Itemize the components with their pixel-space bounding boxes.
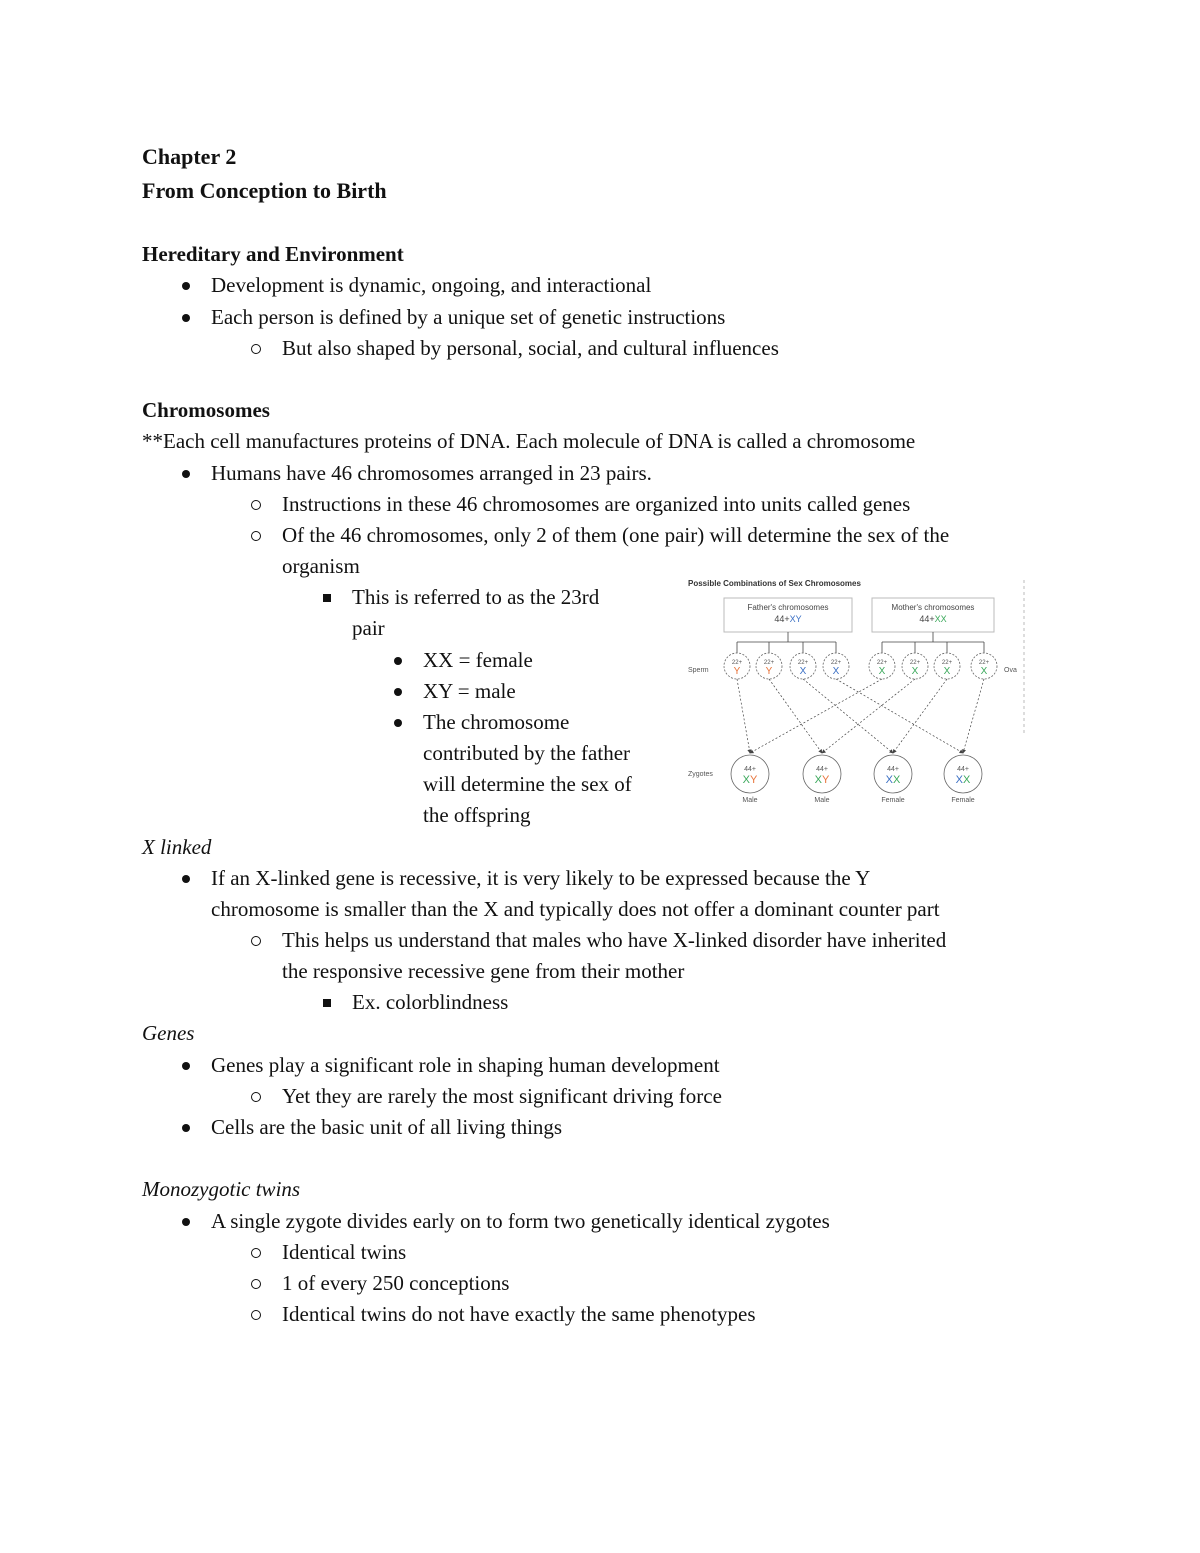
sperm-sex-1: Y [765, 666, 773, 677]
father-base: 44+ [774, 614, 790, 624]
mother-karyotype [919, 614, 946, 624]
square-bullet-icon [317, 584, 337, 610]
bullet-icon [388, 678, 408, 704]
list-item: Yet they are rarely the most significant driving force [282, 1084, 722, 1108]
zygote-label-2: Female [881, 797, 905, 804]
list-item-continued: the responsive recessive gene from their mother [282, 959, 685, 983]
zygote-sex-first-0: X [742, 774, 750, 786]
sperm-sex-3: X [832, 666, 840, 677]
chromosomes-intro: **Each cell manufactures proteins of DNA. Each molecule of DNA is called a chromosome [142, 429, 916, 453]
list-item-continued: contributed by the father [423, 741, 631, 765]
cross-arrow-1 [769, 679, 822, 753]
list-item-continued: will determine the sex of [423, 772, 632, 796]
bullet-icon [176, 272, 196, 298]
list-item: Of the 46 chromosomes, only 2 of them (one pair) will determine the sex of the [282, 523, 950, 547]
square-bullet-icon [317, 989, 337, 1015]
figure-title: Possible Combinations of Sex Chromosomes [688, 579, 861, 588]
sperm-row-label: Sperm [688, 667, 709, 674]
zygote-sex-second-1: Y [822, 774, 830, 786]
bullet-icon [176, 865, 196, 891]
list-item: The chromosome [423, 710, 570, 734]
list-item-continued: pair [352, 616, 385, 640]
ova-base-0: 22+ [876, 660, 888, 666]
bullet-icon [176, 1052, 196, 1078]
zygote-sex-second-3: X [963, 774, 971, 786]
hollow-bullet-icon [246, 1239, 266, 1265]
father-sex: XY [789, 614, 802, 624]
hollow-bullet-icon [246, 1083, 266, 1109]
section-heading-hereditary: Hereditary and Environment [142, 242, 404, 266]
cross-arrow-7 [963, 679, 984, 753]
sperm-sex-2: X [799, 666, 807, 677]
zygote-label-3: Female [951, 797, 975, 804]
zygotes-row-label: Zygotes [688, 771, 713, 778]
mother-base: 44+ [919, 614, 935, 624]
sex-chromosome-diagram [686, 576, 1030, 812]
cross-arrow-2 [803, 679, 893, 753]
list-item: Each person is defined by a unique set of genetic instructions [211, 305, 726, 329]
list-item: XX = female [423, 648, 533, 672]
father-karyotype [774, 614, 801, 624]
sperm-base-0: 22+ [731, 660, 743, 666]
bullet-icon [388, 647, 408, 673]
section-heading-xlinked: X linked [142, 835, 212, 859]
gamete-row [724, 653, 997, 679]
sperm-sex-0: Y [733, 666, 741, 677]
ova-row-label: Ova [1004, 667, 1017, 674]
zygote-sex-second-0: Y [750, 774, 758, 786]
zygote-sex-first-3: X [955, 774, 963, 786]
ova-sex-2: X [943, 666, 951, 677]
ova-base-2: 22+ [941, 660, 953, 666]
zygote-base-2: 44+ [887, 766, 899, 773]
hollow-bullet-icon [246, 1270, 266, 1296]
ova-base-3: 22+ [978, 660, 990, 666]
chapter-title: Chapter 2 [142, 144, 237, 169]
section-heading-chromosomes: Chromosomes [142, 398, 270, 422]
father-label: Father's chromosomes [747, 603, 829, 612]
zygote-sex-2 [886, 774, 901, 786]
ova-sex-3: X [980, 666, 988, 677]
sperm-base-1: 22+ [763, 660, 775, 666]
list-item: A single zygote divides early on to form two genetically identical zygotes [211, 1209, 830, 1233]
zygote-base-0: 44+ [744, 766, 756, 773]
hollow-bullet-icon [246, 522, 266, 548]
zygote-sex-1 [815, 774, 830, 786]
list-item: But also shaped by personal, social, and cultural influences [282, 336, 779, 360]
list-item: Identical twins do not have exactly the same phenotypes [282, 1302, 756, 1326]
section-heading-genes: Genes [142, 1021, 195, 1045]
zygote-sex-first-2: X [885, 774, 893, 786]
section-heading-twins: Monozygotic twins [142, 1177, 301, 1201]
list-item-continued: the offspring [423, 803, 531, 827]
cross-arrow-3 [836, 679, 963, 753]
bullet-icon [388, 709, 408, 735]
list-item: Identical twins [282, 1240, 407, 1264]
list-item: XY = male [423, 679, 516, 703]
list-item-continued: organism [282, 554, 360, 578]
sperm-base-2: 22+ [797, 660, 809, 666]
list-item: Humans have 46 chromosomes arranged in 23 pairs. [211, 461, 652, 485]
hollow-bullet-icon [246, 335, 266, 361]
mother-sex: XX [934, 614, 947, 624]
ova-sex-1: X [911, 666, 919, 677]
bullet-icon [176, 304, 196, 330]
hollow-bullet-icon [246, 927, 266, 953]
zygote-sex-second-2: X [893, 774, 901, 786]
zygote-base-1: 44+ [816, 766, 828, 773]
bullet-icon [176, 1208, 196, 1234]
list-item: If an X-linked gene is recessive, it is very likely to be expressed because the Y [211, 866, 871, 890]
cross-arrow-0 [737, 679, 750, 753]
ova-base-1: 22+ [909, 660, 921, 666]
chapter-subtitle: From Conception to Birth [142, 178, 387, 203]
zygote-base-3: 44+ [957, 766, 969, 773]
list-item: Ex. colorblindness [352, 990, 509, 1014]
bullet-icon [176, 1114, 196, 1140]
mother-label: Mother's chromosomes [891, 603, 975, 612]
zygote-sex-first-1: X [814, 774, 822, 786]
list-item: This is referred to as the 23rd [352, 585, 600, 609]
gamete-to-zygote-arrows [737, 679, 984, 753]
sperm-base-3: 22+ [830, 660, 842, 666]
zygote-row [731, 755, 982, 804]
list-item: Cells are the basic unit of all living things [211, 1115, 563, 1139]
list-item: 1 of every 250 conceptions [282, 1271, 510, 1295]
hollow-bullet-icon [246, 1301, 266, 1327]
hollow-bullet-icon [246, 491, 266, 517]
list-item: Instructions in these 46 chromosomes are organized into units called genes [282, 492, 911, 516]
list-item: Development is dynamic, ongoing, and interactional [211, 273, 652, 297]
zygote-sex-0 [743, 774, 758, 786]
parent-to-gamete-lines [737, 632, 984, 653]
ova-sex-0: X [878, 666, 886, 677]
zygote-sex-3 [956, 774, 971, 786]
list-item: This helps us understand that males who have X-linked disorder have inherited [282, 928, 947, 952]
zygote-label-1: Male [814, 797, 830, 804]
list-item: Genes play a significant role in shaping human development [211, 1053, 720, 1077]
bullet-icon [176, 460, 196, 486]
zygote-label-0: Male [742, 797, 758, 804]
list-item-continued: chromosome is smaller than the X and typically does not offer a dominant counter part [211, 897, 940, 921]
